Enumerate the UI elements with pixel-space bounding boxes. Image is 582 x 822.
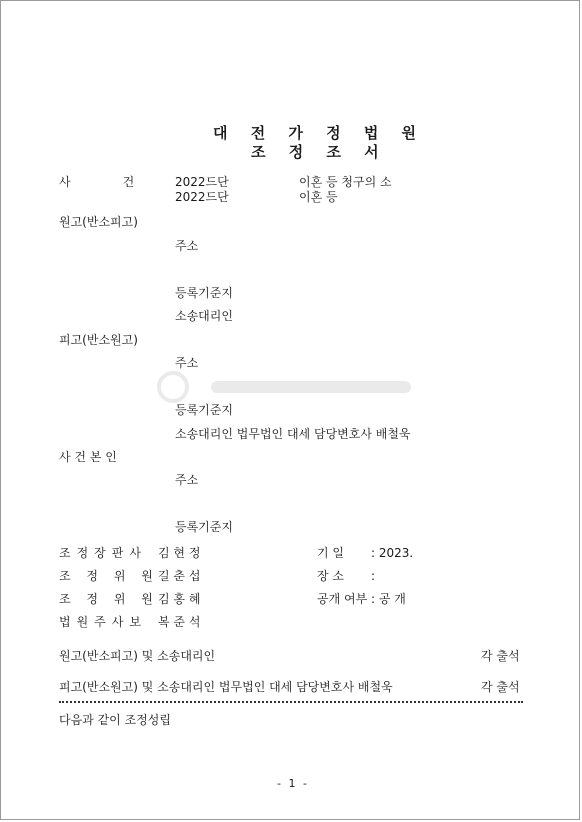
- defendant-attorney: 소송대리인 법무법인 대세 담당변호사 배철욱: [175, 427, 411, 441]
- session-place-value: :: [371, 569, 376, 583]
- plaintiff-attorney-label: 소송대리인: [175, 309, 233, 323]
- attendance-party-1: 원고(반소피고) 및 소송대리인: [59, 649, 216, 663]
- principal-label: 사 건 본 인: [59, 450, 117, 464]
- session-public-value: : 공 개: [371, 592, 406, 606]
- case-number-1: 2022드단: [175, 175, 229, 189]
- official-role-2: 조 정 위 원: [59, 569, 159, 583]
- official-name-1: 김 현 정: [158, 546, 201, 560]
- official-role-4: 법원주사보: [59, 615, 147, 629]
- case-name-1: 이혼 등 청구의 소: [299, 175, 392, 189]
- session-date-label: 기 일: [317, 546, 344, 560]
- case-label: 사 건: [59, 175, 135, 189]
- court-name: 대 전 가 정 법 원: [213, 124, 426, 142]
- principal-address-label: 주소: [175, 473, 199, 487]
- defendant-address-label: 주소: [175, 356, 199, 370]
- session-date-value: : 2023.: [371, 546, 414, 560]
- official-role-3: 조 정 위 원: [59, 592, 159, 606]
- page-number: - 1 -: [277, 777, 309, 790]
- case-number-2: 2022드단: [175, 190, 229, 204]
- principal-registry-label: 등록기준지: [175, 520, 233, 534]
- defendant-registry-label: 등록기준지: [175, 403, 233, 417]
- official-role-1: 조정장판사: [59, 546, 147, 560]
- official-name-2: 길 춘 섭: [158, 569, 201, 583]
- attendance-party-2: 피고(반소원고) 및 소송대리인 법무법인 대세 담당변호사 배철욱: [59, 680, 393, 694]
- official-name-3: 김 홍 혜: [158, 592, 201, 606]
- section-divider: [59, 701, 523, 703]
- official-name-4: 복 준 석: [158, 615, 201, 629]
- plaintiff-label: 원고(반소피고): [59, 215, 138, 229]
- document-title: 조 정 조 서: [251, 143, 388, 161]
- attendance-status-1: 각 출석: [481, 649, 520, 663]
- plaintiff-address-label: 주소: [175, 239, 199, 253]
- conclusion-text: 다음과 같이 조정성립: [59, 713, 171, 727]
- plaintiff-registry-label: 등록기준지: [175, 286, 233, 300]
- defendant-label: 피고(반소원고): [59, 333, 138, 347]
- case-name-2: 이혼 등: [299, 190, 338, 204]
- attendance-status-2: 각 출석: [481, 680, 520, 694]
- session-place-label: 장 소: [317, 569, 344, 583]
- session-public-label: 공개 여부: [317, 592, 368, 606]
